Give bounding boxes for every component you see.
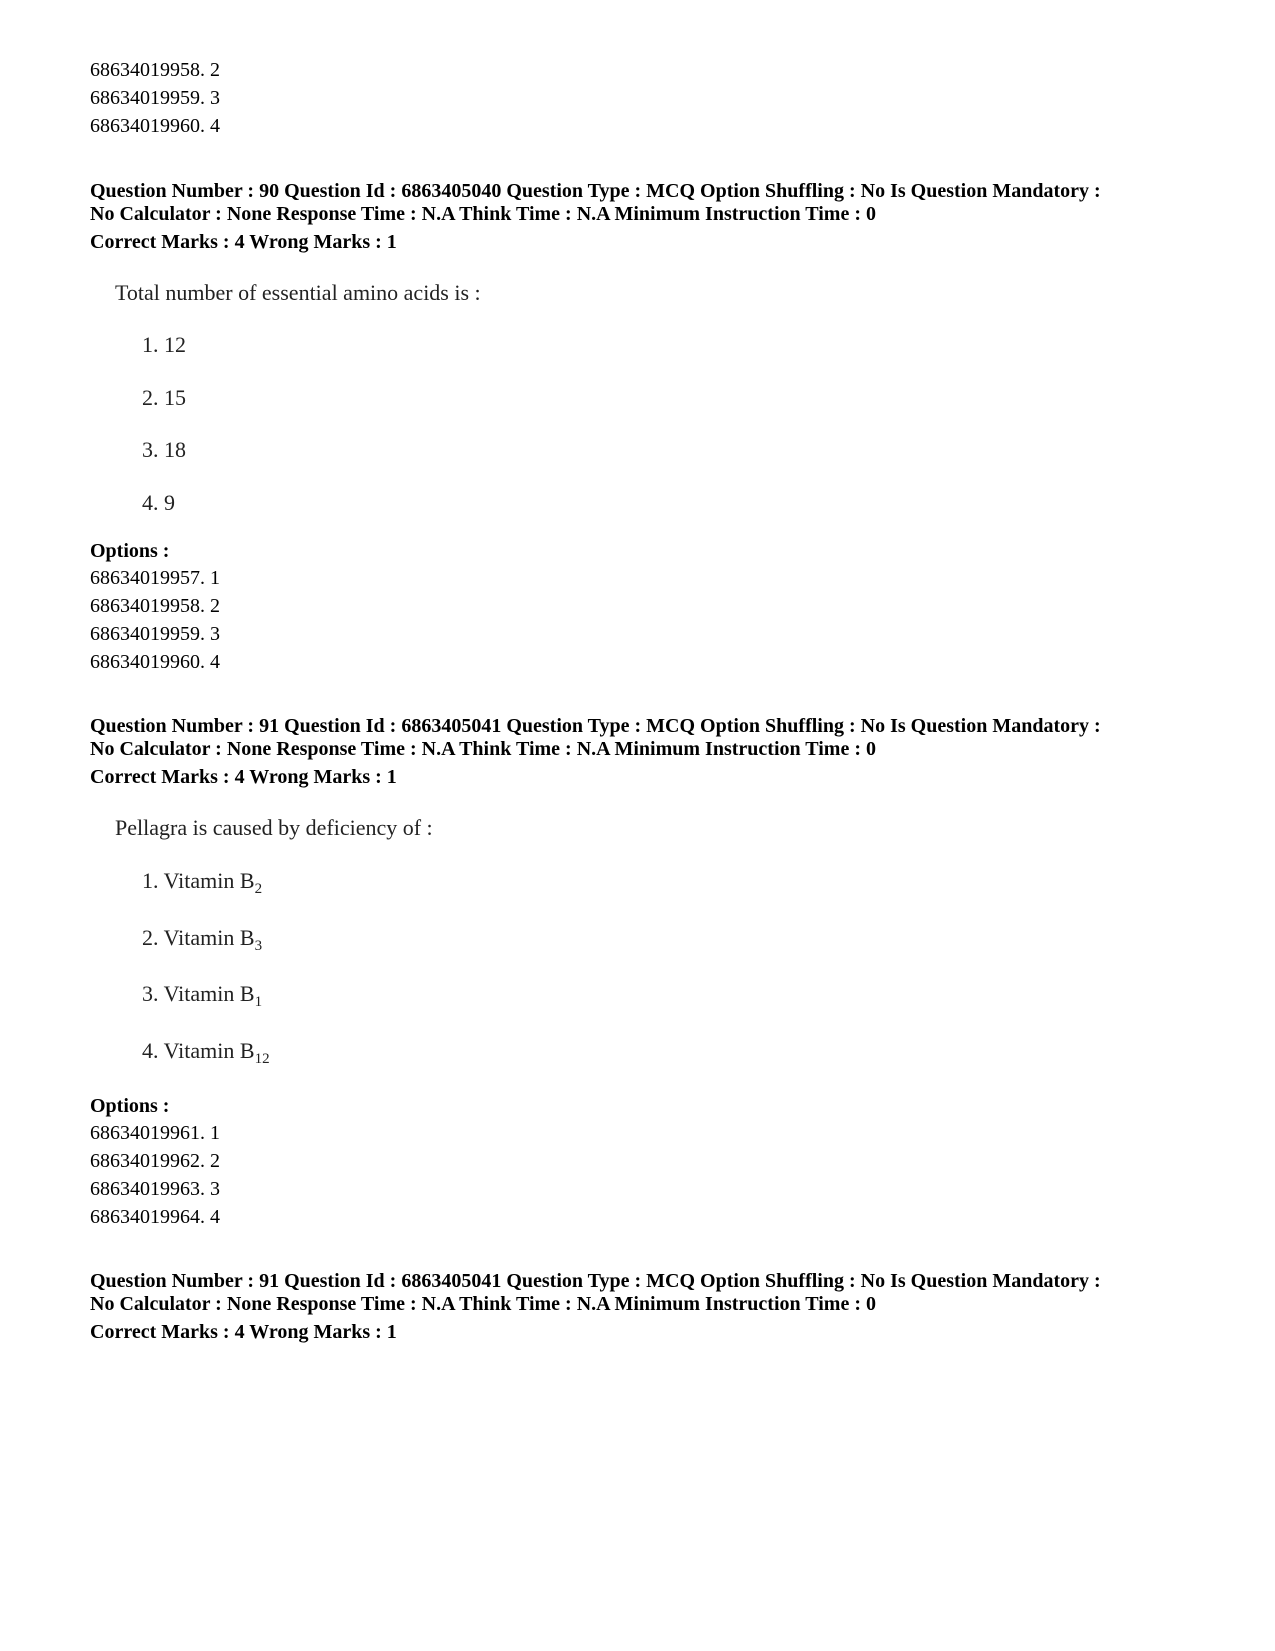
question-choice: 1. 12 bbox=[142, 332, 186, 357]
options-label: Options : bbox=[90, 1095, 170, 1117]
question-choice: 3. 18 bbox=[142, 437, 186, 462]
question-choice bbox=[142, 980, 262, 1008]
question-choice: 2. 15 bbox=[142, 385, 186, 410]
choice-text: 2. Vitamin B bbox=[142, 925, 255, 950]
question-text: Total number of essential amino acids is : bbox=[115, 280, 481, 305]
question-marks: Correct Marks : 4 Wrong Marks : 1 bbox=[90, 1321, 397, 1343]
option-line: 68634019959. 3 bbox=[90, 623, 220, 645]
option-line: 68634019961. 1 bbox=[90, 1122, 220, 1144]
choice-subscript: 3 bbox=[254, 938, 263, 954]
choice-subscript: 2 bbox=[254, 881, 263, 897]
choice-subscript: 1 bbox=[254, 994, 263, 1010]
option-line: 68634019960. 4 bbox=[90, 651, 220, 673]
choice-text: 3. Vitamin B bbox=[142, 981, 255, 1006]
question-choice bbox=[142, 924, 262, 952]
question-meta-line-1: Question Number : 91 Question Id : 6863405041 Question Type : MCQ Option Shuffling : No Is Question Mandatory : bbox=[90, 1270, 1101, 1292]
option-line: 68634019958. 2 bbox=[90, 595, 220, 617]
option-line: 68634019958. 2 bbox=[90, 59, 220, 81]
option-line: 68634019963. 3 bbox=[90, 1178, 220, 1200]
question-meta-line-2: No Calculator : None Response Time : N.A Think Time : N.A Minimum Instruction Time : 0 bbox=[90, 738, 876, 760]
option-line: 68634019957. 1 bbox=[90, 567, 220, 589]
question-meta-line-1: Question Number : 91 Question Id : 6863405041 Question Type : MCQ Option Shuffling : No Is Question Mandatory : bbox=[90, 715, 1101, 737]
choice-text: 1. Vitamin B bbox=[142, 868, 255, 893]
question-meta-line-2: No Calculator : None Response Time : N.A Think Time : N.A Minimum Instruction Time : 0 bbox=[90, 1293, 876, 1315]
option-line: 68634019964. 4 bbox=[90, 1206, 220, 1228]
option-line: 68634019960. 4 bbox=[90, 115, 220, 137]
choice-text: 4. Vitamin B bbox=[142, 1038, 255, 1063]
question-choice bbox=[142, 867, 262, 895]
question-meta-line-2: No Calculator : None Response Time : N.A Think Time : N.A Minimum Instruction Time : 0 bbox=[90, 203, 876, 225]
option-line: 68634019962. 2 bbox=[90, 1150, 220, 1172]
choice-subscript: 12 bbox=[254, 1051, 270, 1067]
question-marks: Correct Marks : 4 Wrong Marks : 1 bbox=[90, 231, 397, 253]
question-choice bbox=[142, 1037, 270, 1065]
question-text: Pellagra is caused by deficiency of : bbox=[115, 815, 433, 840]
question-choice: 4. 9 bbox=[142, 490, 175, 515]
options-label: Options : bbox=[90, 540, 170, 562]
question-marks: Correct Marks : 4 Wrong Marks : 1 bbox=[90, 766, 397, 788]
option-line: 68634019959. 3 bbox=[90, 87, 220, 109]
question-meta-line-1: Question Number : 90 Question Id : 6863405040 Question Type : MCQ Option Shuffling : No Is Question Mandatory : bbox=[90, 180, 1101, 202]
